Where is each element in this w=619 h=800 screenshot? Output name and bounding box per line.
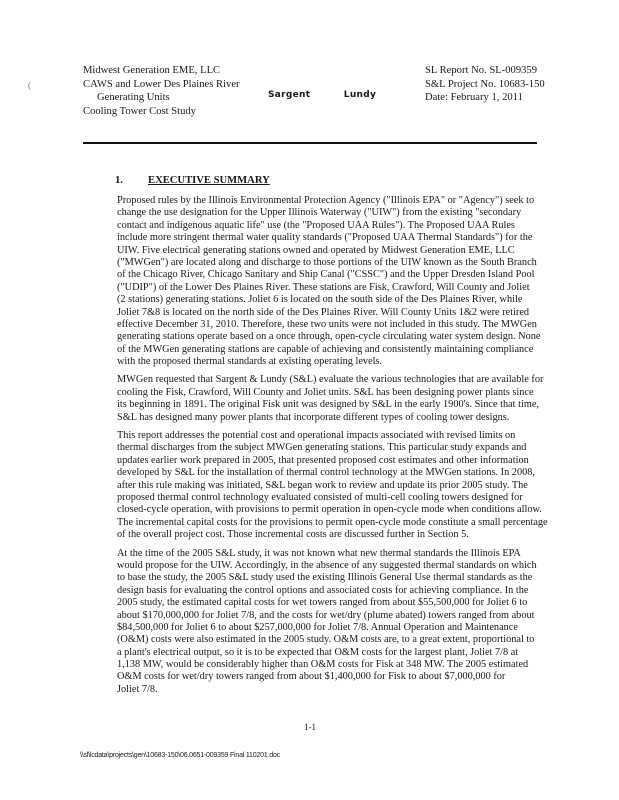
text-line: with the proposed thermal standards at existing operating levels. — [117, 356, 383, 368]
text-line: UIW. Five electrical generating stations owned and operated by Midwest Generation EME, LLC — [117, 244, 515, 256]
text-line: effective December 31, 2010. Therefore, these two units were not included in this study. The MWGen — [117, 318, 537, 330]
sargent-lundy-logo — [268, 90, 376, 100]
project-name: CAWS and Lower Des Plaines River — [83, 78, 240, 90]
paragraph-2 — [117, 374, 548, 424]
section-number: 1. — [115, 175, 123, 186]
text-line: contact and indigenous aquatic life" use (the "Proposed UAA Rules"). The Proposed UAA Rules — [117, 219, 515, 231]
scan-mark: ( — [28, 80, 31, 90]
text-line: MWGen requested that Sargent & Lundy (S&L) evaluate the various technologies that are available for — [117, 374, 544, 386]
header-right — [425, 64, 545, 105]
text-line: Joliet 7/8. — [117, 683, 158, 695]
text-line: ("UDIP") of the Lower Des Plaines River. These stations are Fisk, Crawford, Will County and Joliet — [117, 281, 530, 293]
text-line: after this rule making was initiated, S&L began work to review and update its prior 2005 study. The — [117, 479, 528, 491]
text-line: Proposed rules by the Illinois Environmental Protection Agency ("Illinois EPA" or "Agency") seek to — [117, 195, 535, 206]
text-line: ("MWGen") are located along and discharge to those portions of the UIW known as the South Branch — [117, 256, 537, 268]
project-name-cont: Generating Units — [97, 92, 170, 103]
text-line: (O&M) costs were also estimated in the 2005 study. O&M costs are, to a great extent, proportional to — [117, 634, 535, 646]
text-line: of the Chicago River, Chicago Sanitary and Ship Canal ("CSSC") and the Upper Dresden Island Pool — [117, 269, 535, 281]
study-name: Cooling Tower Cost Study — [83, 105, 196, 117]
body-text — [117, 195, 548, 702]
header-divider — [83, 142, 537, 144]
text-line: (2 stations) generating stations. Joliet 6 is located on the south side of the Des Plaines River, while — [117, 294, 523, 306]
text-line: of the overall project cost. Those incremental costs are discussed further in Section 5. — [117, 529, 469, 541]
text-line: cooling the Fisk, Crawford, Will County and Joliet units. S&L has been designing power plants since — [117, 386, 534, 398]
text-line: thermal discharges from the subject MWGen generating stations. This particular study expands and — [117, 442, 527, 454]
text-line: a plant's electrical output, so it is to be expected that O&M costs for the largest plant, Joliet 7/8 at — [117, 646, 519, 658]
logo-word-1: Sargent — [268, 90, 311, 100]
text-line: The incremental capital costs for the provisions to permit open-cycle mode constitute a small percentage — [117, 516, 548, 528]
paragraph-3 — [117, 430, 548, 542]
section-title: EXECUTIVE SUMMARY — [148, 175, 270, 186]
text-line: S&L has designed many power plants that incorporate different types of cooling tower designs. — [117, 411, 510, 423]
text-line: This report addresses the potential cost and operational impacts associated with revised limits on — [117, 430, 516, 442]
text-line: design basis for evaluating the control options and associated costs for achieving compliance. In the — [117, 584, 529, 596]
text-line: Joliet 7&8 is located on the north side of the Des Plaines River. Will County Units 1&2 were retired — [117, 306, 530, 318]
text-line: $84,500,000 for Joliet 6 to about $257,000,000 for Joliet 7/8. Annual Operation and Maintenance — [117, 621, 518, 633]
text-line: O&M costs for wet/dry towers ranged from about $1,400,000 for Fisk to about $7,000,000 for — [117, 671, 506, 683]
text-line: proposed thermal control technology evaluated consisted of multi-cell cooling towers designed for — [117, 491, 523, 503]
text-line: closed-cycle operation, with provisions to permit operation in open-cycle mode when conditions allow. — [117, 504, 542, 516]
text-line: to base the study, the 2005 S&L study used the existing Illinois General Use thermal standards as the — [117, 572, 533, 584]
text-line: 1,138 MW, would be considerably higher than O&M costs for Fisk at 348 MW. The 2005 estimated — [117, 659, 529, 671]
logo-word-2: Lundy — [343, 90, 377, 100]
text-line: generating stations operate based on a once through, open-cycle circulating water system design. None — [117, 331, 541, 343]
text-line: change the use designation for the Upper Illinois Waterway ("UIW") from the existing "secondary — [117, 207, 522, 219]
footer-file-path: \\sl\lcdata\projects\gen\10683-150\06.0651-009359 Final 110201.doc — [80, 752, 280, 759]
paragraph-4 — [117, 548, 548, 697]
text-line: its beginning in 1891. The original Fisk unit was designed by S&L in the early 1900's. Since that time, — [117, 399, 539, 411]
project-number: S&L Project No. 10683-150 — [425, 78, 545, 90]
text-line: would propose for the UIW. Accordingly, in the absence of any suggested thermal standards on which — [117, 559, 537, 571]
paragraph-1 — [117, 195, 548, 368]
text-line: At the time of the 2005 S&L study, it was not known what new thermal standards the Illinois EPA — [117, 547, 521, 559]
text-line: 2005 study, the estimated capital costs for wet towers ranged from about $55,500,000 for Joliet 6 to — [117, 597, 528, 609]
text-line: include more stringent thermal water quality standards ("Proposed UAA Thermal Standards") for the — [117, 232, 533, 244]
page-number: 1-1 — [304, 722, 316, 732]
report-date: Date: February 1, 2011 — [425, 92, 523, 103]
text-line: of the MWGen generating stations are capable of achieving and consistently maintaining compliance — [117, 343, 534, 355]
report-number: SL Report No. SL-009359 — [425, 65, 538, 76]
text-line: about $170,000,000 for Joliet 7/8, and the costs for wet/dry (plume abated) towers ranged from about — [117, 609, 535, 621]
text-line: updates earlier work prepared in 2005, that presented proposed cost estimates and other information — [117, 454, 529, 466]
header-left — [83, 64, 240, 118]
text-line: developed by S&L for the installation of thermal control technology at the MWGen stations. In 2008, — [117, 467, 535, 479]
company-name: Midwest Generation EME, LLC — [83, 65, 221, 76]
